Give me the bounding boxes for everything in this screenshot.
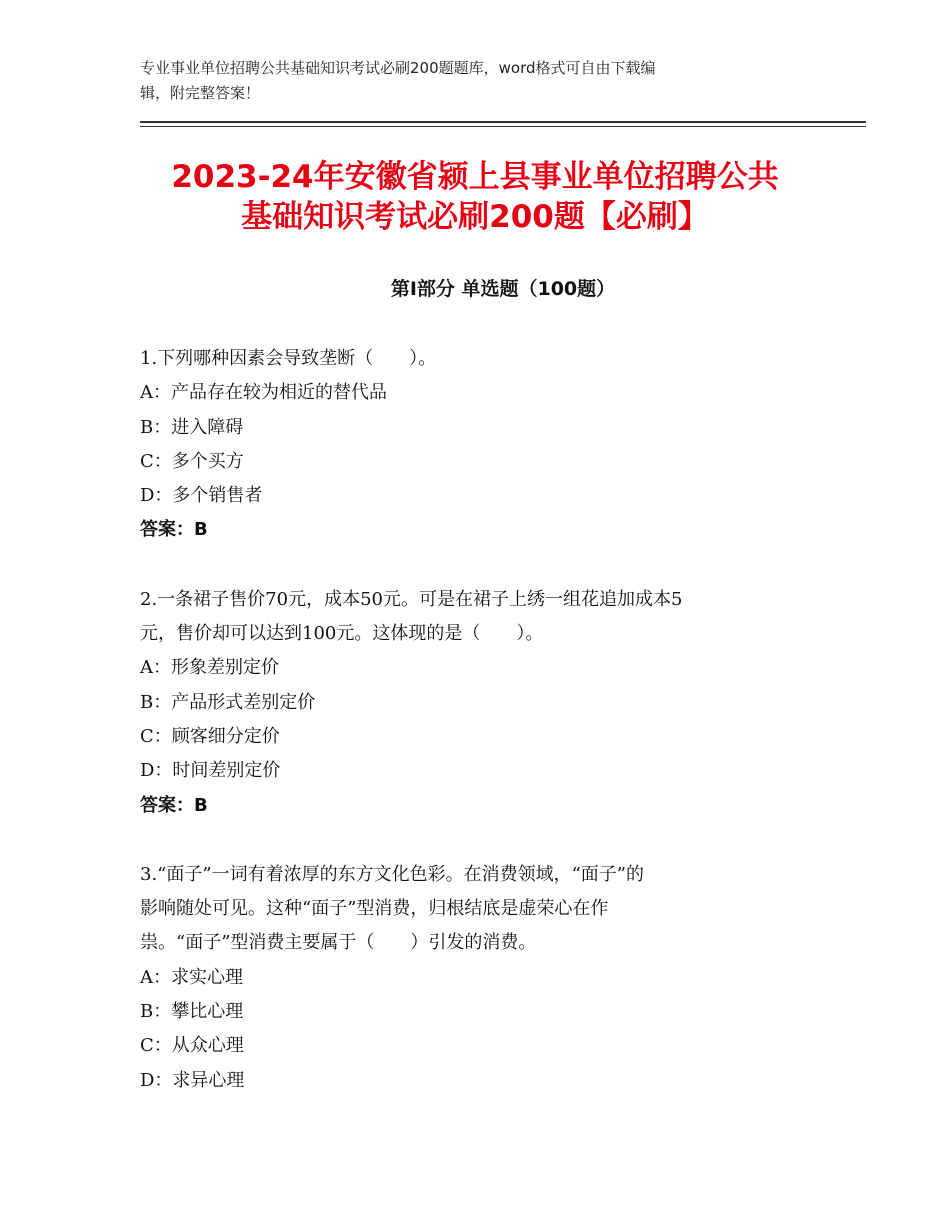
question-2-stem-line-2: 元，售价却可以达到100元。这体现的是（ ）。: [140, 623, 544, 645]
question-3: [140, 858, 805, 1098]
question-3-stem-line-2: 影响随处可见。这种“面子”型消费，归根结底是虚荣心在作: [140, 898, 609, 920]
header-note-line-1: 专业事业单位招聘公共基础知识考试必刷200题题库，word格式可自由下载编: [140, 59, 656, 77]
question-3-stem-line-3: 祟。“面子”型消费主要属于（ ）引发的消费。: [140, 932, 537, 954]
question-list: [140, 342, 805, 1133]
question-3-option-c: C：从众心理: [140, 1035, 244, 1057]
question-3-stem-line-1: 3.“面子”一词有着浓厚的东方文化色彩。在消费领域，“面子”的: [140, 863, 644, 885]
document-title-line-1: 2023-24年安徽省颍上县事业单位招聘公共: [171, 159, 779, 195]
question-2-stem-line-1: 2.一条裙子售价70元，成本50元。可是在裙子上绣一组花追加成本5: [140, 588, 683, 610]
section-heading: 第Ⅰ部分 单选题（100题）: [390, 278, 616, 300]
question-3-option-d: D：求异心理: [140, 1069, 245, 1091]
header-note-line-2: 辑，附完整答案！: [140, 84, 261, 102]
document-title: [100, 157, 850, 237]
question-1-option-d: D：多个销售者: [140, 485, 263, 507]
question-1-answer: 答案：B: [140, 519, 208, 541]
header-rule-thin: [140, 126, 866, 127]
question-2-option-c: C：顾客细分定价: [140, 725, 280, 747]
header-rule-thick: [140, 121, 866, 123]
question-3-option-b: B：攀比心理: [140, 1001, 244, 1023]
question-2-option-d: D：时间差别定价: [140, 760, 281, 782]
question-1-option-c: C：多个买方: [140, 450, 244, 472]
question-1-stem: 1.下列哪种因素会导致垄断（ ）。: [140, 348, 437, 369]
header-note: [140, 56, 800, 106]
question-2-option-a: A：形象差别定价: [140, 657, 279, 679]
question-1-option-b: B：进入障碍: [140, 416, 244, 438]
question-1: [140, 342, 805, 548]
document-title-line-2: 基础知识考试必刷200题【必刷】: [241, 199, 709, 235]
question-3-option-a: A：求实心理: [140, 966, 243, 988]
question-1-option-a: A：产品存在较为相近的替代品: [140, 382, 387, 404]
question-2-answer: 答案：B: [140, 794, 208, 816]
question-2: [140, 583, 805, 823]
question-2-option-b: B：产品形式差别定价: [140, 691, 316, 713]
